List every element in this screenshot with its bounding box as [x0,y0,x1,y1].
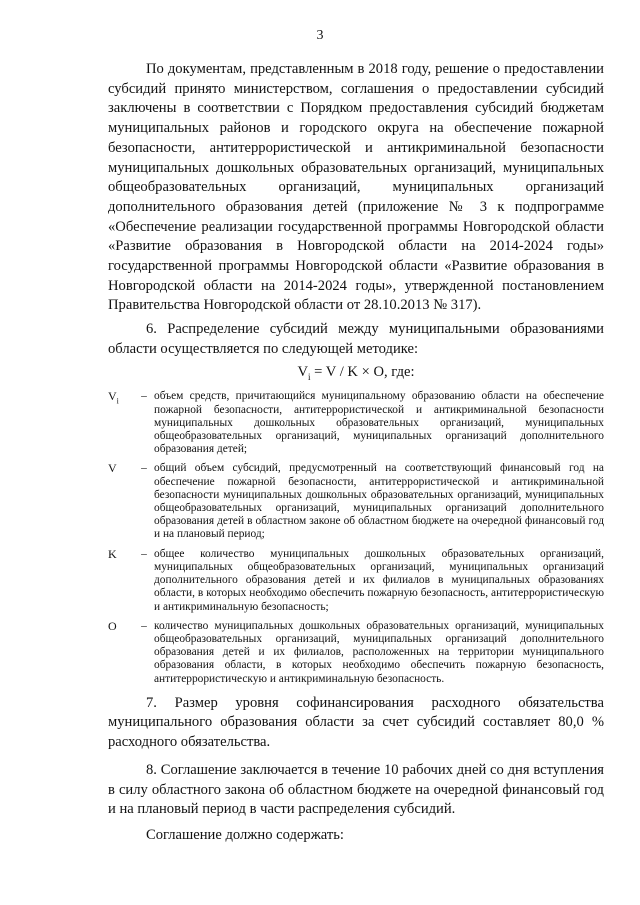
definitions-list [108,390,604,685]
definition-symbol: K [108,546,117,561]
formula-rhs: = V / K × O, где: [310,363,415,380]
paragraph-8: 8. Соглашение заключается в течение 10 рабочих дней со дня вступления в силу областного закона об областном бюджете на очередной финансовый год и на плановый период в части распределения субсидий. [108,761,604,818]
definition-symbol [108,390,134,456]
definition-text: общее количество муниципальных дошкольных образовательных организаций, муниципальных общеобразовательных организаций, муниципальных организаций дополнительного образования детей и их филиалов в муниципальных образованиях области, в которых необходимо обеспечить пожарную безопасность, антитеррористическую и антикриминальную безопасность; [154,547,604,613]
definition-dash: – [141,390,147,403]
document-body [108,60,604,846]
formula [108,362,604,387]
definition-text: общий объем субсидий, предусмотренный на соответствующий финансовый год на обеспечение пожарной безопасности, антитеррористической и антикриминальной безопасности муниципальных дошкольных образовательных организаций, муниципальных общеобразовательных организаций, муниципальных организаций дополнительного образования детей в областном законе об областном бюджете на очередной финансовый год и на плановый период; [154,462,604,541]
definition-text: количество муниципальных дошкольных образовательных организаций, муниципальных общеобразовательных организаций, муниципальных организаций дополнительного образования детей и их филиалов, расположенных на территории муниципального образования области, в которых необходимо обеспечить пожарную безопасность, антитеррористическую и антикриминальную безопасность. [154,619,604,685]
definition-k [108,548,604,614]
paragraph-documents: По документам, представленным в 2018 году, решение о предоставлении субсидий принято министерством, соглашения о предоставлении субсидий заключены в соответствии с Порядком предоставления субсидий бюджетам муниципальных районов и городского округа на обеспечение пожарной безопасности, антитеррористической и антикриминальной безопасности муниципальных дошкольных образовательных организаций, муниципальных общеобразовательных организаций, муниципальных организаций дополнительного образования детей (приложение № 3 к подпрограмме «Обеспечение реализации государственной программы Новгородской области «Развитие образования в Новгородской области на 2014-2024 годы» государственной программы Новгородской области «Развитие образования в Новгородской области на 2014-2024 годы», утвержденной постановлением Правительства Новгородской области от 28.10.2013 № 317). [108,61,604,314]
symbol-subscript: i [116,396,119,406]
formula-lhs-subscript: i [308,371,311,382]
paragraph-7: 7. Размер уровня софинансирования расходного обязательства муниципального образования области за счет субсидий составляет 80,0 % расходного обязательства. [108,694,604,751]
definition-v [108,462,604,541]
paragraph-6: 6. Распределение субсидий между муниципальными образованиями области осуществляется по следующей методике: [108,321,604,357]
page-number: 3 [316,28,324,43]
definition-vi [108,390,604,456]
definition-dash: – [141,619,147,632]
definition-symbol: O [108,618,117,633]
definition-text: объем средств, причитающийся муниципальному образованию области на обеспечение пожарной безопасности, антитеррористической и антикриминальной безопасности муниципальных дошкольных образовательных организаций, муниципальных общеобразовательных организаций, муниципальных организаций дополнительного образования детей; [154,390,604,456]
formula-lhs: V [297,363,308,380]
definition-dash: – [141,547,147,560]
symbol-letter: V [108,389,117,404]
definition-dash: – [141,462,147,475]
definition-o [108,620,604,686]
paragraph-agreement-contents: Соглашение должно содержать: [146,826,344,843]
definition-symbol: V [108,461,117,476]
